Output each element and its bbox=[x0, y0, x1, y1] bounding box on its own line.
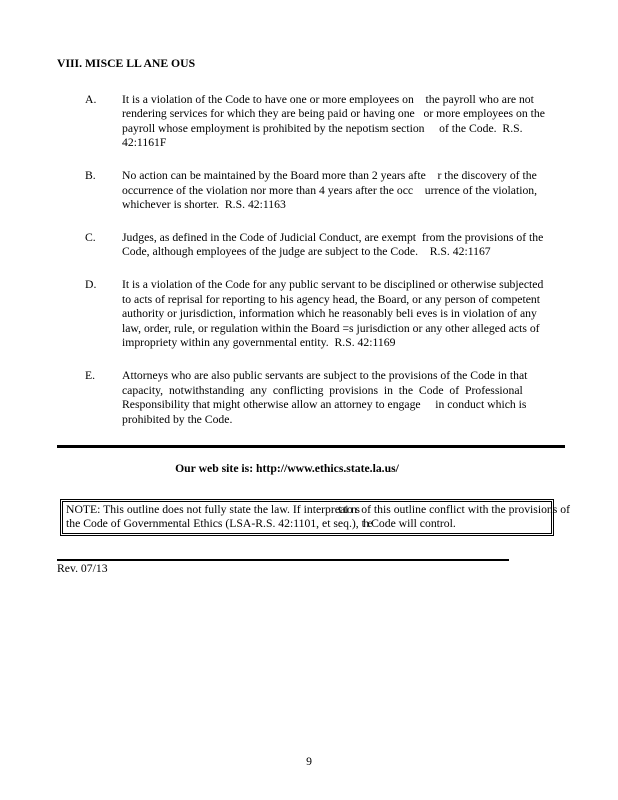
list-item-d bbox=[57, 278, 565, 351]
page-number: 9 bbox=[306, 755, 312, 769]
note-text: of this outline conflict with the provisions of bbox=[358, 502, 570, 516]
text-line: authority or jurisdiction, information which he reasonably beli eves is in violation of any bbox=[122, 307, 537, 321]
item-text bbox=[122, 93, 565, 151]
text-line: It is a violation of the Code to have one or more employees on the payroll who are not bbox=[122, 92, 534, 106]
note-box bbox=[60, 499, 570, 536]
text-line: rendering services for which they are being paid or having one or more employees on the bbox=[122, 107, 545, 121]
text-line: It is a violation of the Code for any public servant to be disciplined or otherwise subjected bbox=[122, 277, 544, 291]
text-line: capacity, notwithstanding any conflicting provisions in the Code of Professional bbox=[122, 383, 523, 397]
item-text bbox=[122, 169, 565, 213]
text-line: Attorneys who are also public servants are subject to the provisions of the Code in that bbox=[122, 368, 528, 382]
item-text bbox=[122, 369, 565, 427]
note-text-squeezed: the bbox=[361, 517, 372, 531]
horizontal-rule-bottom bbox=[57, 559, 509, 561]
item-text bbox=[122, 278, 565, 351]
text-line: prohibited by the Code. bbox=[122, 412, 233, 426]
text-line: No action can be maintained by the Board more than 2 years afte r the discovery of the bbox=[122, 168, 537, 182]
item-letter: A. bbox=[85, 92, 97, 106]
list-item-b bbox=[57, 169, 565, 213]
text-line: Responsibility that might otherwise allow an attorney to engage in conduct which is bbox=[122, 398, 527, 412]
text-line: whichever is shorter. R.S. 42:1163 bbox=[122, 198, 286, 212]
list-item-c bbox=[57, 231, 565, 260]
section-number: VIII. bbox=[57, 57, 83, 70]
horizontal-rule-top bbox=[57, 445, 565, 448]
list-item-a bbox=[57, 93, 565, 151]
note-line-2 bbox=[66, 517, 548, 532]
section-heading bbox=[57, 57, 565, 72]
item-letter: C. bbox=[85, 230, 96, 244]
text-line: occurrence of the violation nor more than 4 years after the occ urrence of the violation, bbox=[122, 183, 538, 197]
section-title: MISCE LL ANE OUS bbox=[85, 57, 196, 70]
note-line-1 bbox=[66, 502, 570, 518]
text-line: to acts of reprisal for reporting to his agency head, the Board, or any person of competent bbox=[122, 292, 541, 306]
note-text: Code will control. bbox=[371, 517, 456, 531]
note-text: NOTE: This outline does not fully state the law. If interpr bbox=[66, 502, 335, 516]
text-line: impropriety within any governmental entity. R.S. 42:1169 bbox=[122, 336, 396, 350]
text-line: Judges, as defined in the Code of Judicial Conduct, are exempt from the provisions of the bbox=[122, 230, 544, 244]
revision-label: Rev. 07/13 bbox=[57, 562, 108, 576]
text-line: Code, although employees of the judge are subject to the Code. R.S. 42:1167 bbox=[122, 245, 491, 259]
item-letter: D. bbox=[85, 277, 97, 291]
item-letter: B. bbox=[85, 168, 96, 182]
text-line: law, order, rule, or regulation within the Board =s jurisdiction or any other alleged acts of bbox=[122, 321, 540, 335]
document-content bbox=[57, 57, 570, 577]
item-letter: E. bbox=[85, 368, 96, 382]
item-text bbox=[122, 231, 565, 260]
list-item-e bbox=[57, 369, 565, 427]
text-line: 42:1161F bbox=[122, 136, 167, 150]
note-text: the Code of Governmental Ethics (LSA-R.S. 42:1101, et seq.), bbox=[66, 517, 362, 531]
website-line: Our web site is: http://www.ethics.state.la.us/ bbox=[175, 462, 399, 476]
note-text-squeezed: etations bbox=[334, 502, 359, 516]
text-line: payroll whose employment is prohibited by the nepotism section of the Code. R.S. bbox=[122, 121, 523, 135]
